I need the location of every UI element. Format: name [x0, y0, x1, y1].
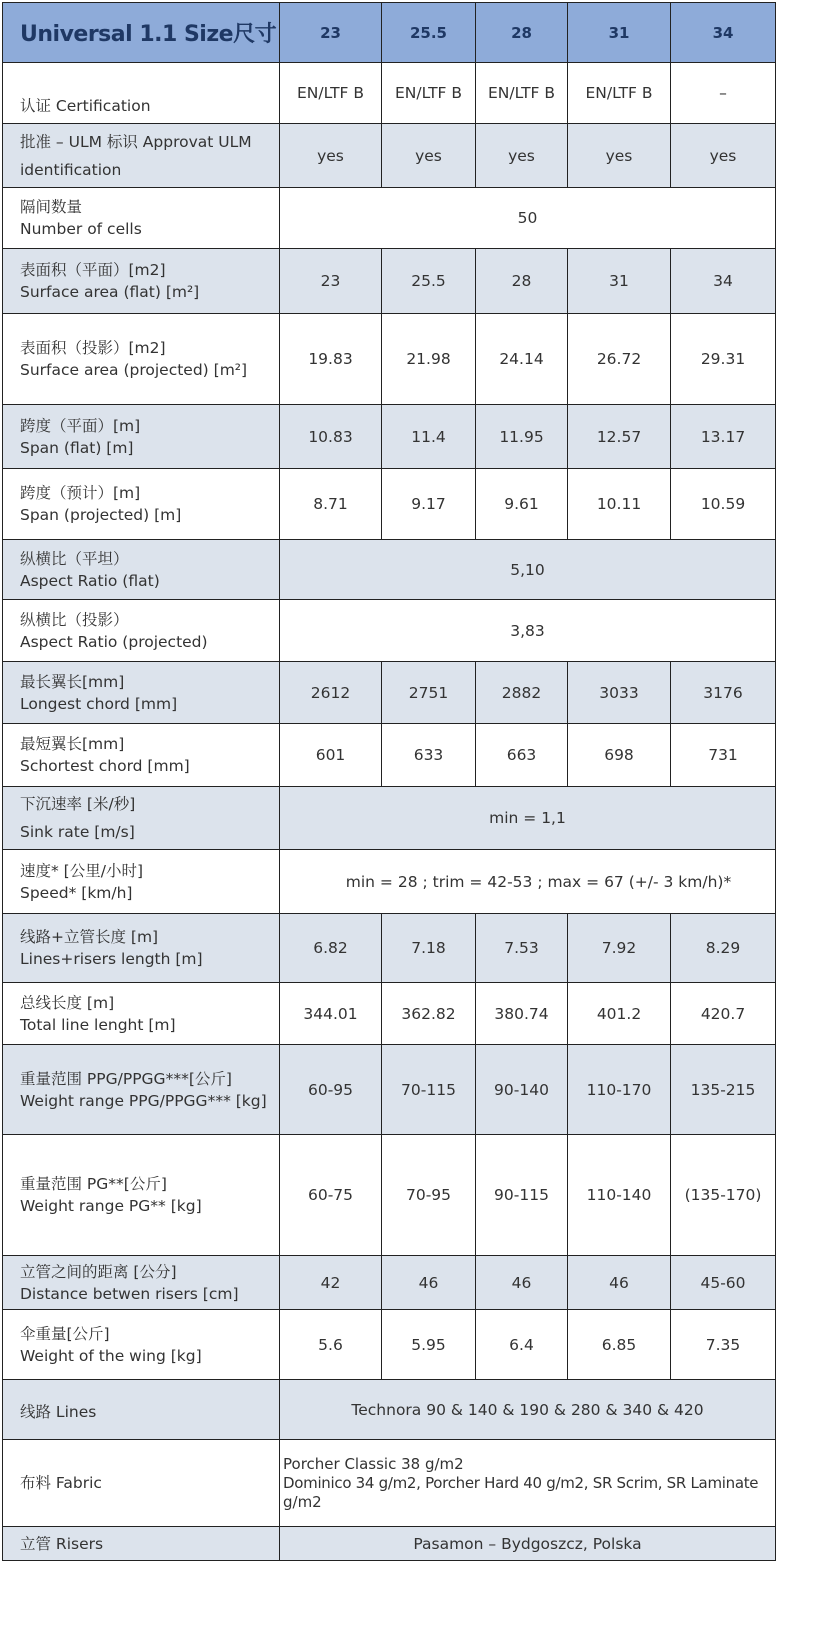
row-label-en: 立管 Risers: [20, 1534, 104, 1553]
table-row: [3, 1045, 776, 1135]
table-cell: EN/LTF B: [280, 63, 382, 124]
row-label-en: Lines+risers length [m]: [20, 950, 203, 968]
table-cell: EN/LTF B: [382, 63, 476, 124]
row-label-en: Sink rate [m/s]: [20, 823, 135, 841]
table-cell: 5,10: [280, 540, 776, 600]
table-row: [3, 1310, 776, 1380]
table-row: [3, 662, 776, 724]
table-row: [3, 405, 776, 469]
table-cell: 60-95: [280, 1045, 382, 1135]
table-cell: 31: [568, 249, 671, 314]
table-cell: EN/LTF B: [568, 63, 671, 124]
table-row: [3, 914, 776, 983]
row-label-cn: 总线长度 [m]: [20, 993, 115, 1012]
table-cell: 8.71: [280, 469, 382, 540]
table-cell: 3176: [671, 662, 776, 724]
table-cell: 5.6: [280, 1310, 382, 1380]
row-label: [3, 1380, 280, 1440]
row-label-cn: 批准 – ULM 标识 Approvat ULM: [20, 132, 252, 151]
table-cell: 50: [280, 188, 776, 249]
table-cell: EN/LTF B: [476, 63, 568, 124]
table-cell: 46: [568, 1256, 671, 1310]
table-cell: 11.4: [382, 405, 476, 469]
size-header: 28: [476, 3, 568, 63]
table-cell: 2751: [382, 662, 476, 724]
table-row: [3, 124, 776, 188]
table-cell: 401.2: [568, 983, 671, 1045]
row-label-en: Weight range PPG/PPGG*** [kg]: [20, 1091, 267, 1110]
row-label-en: Number of cells: [20, 220, 142, 238]
table-row: [3, 983, 776, 1045]
table-cell: 46: [382, 1256, 476, 1310]
table-cell: 2612: [280, 662, 382, 724]
row-label-en: identification: [20, 160, 122, 179]
table-cell: 135-215: [671, 1045, 776, 1135]
table-cell: 60-75: [280, 1135, 382, 1256]
table-cell: 9.61: [476, 469, 568, 540]
row-label: [3, 1440, 280, 1527]
row-label-en: Aspect Ratio (projected): [20, 632, 208, 651]
row-label-en: Surface area (flat) [m²]: [20, 283, 200, 301]
table-row: [3, 63, 776, 124]
row-label-en: Longest chord [mm]: [20, 694, 178, 713]
size-header: 25.5: [382, 3, 476, 63]
table-cell: 5.95: [382, 1310, 476, 1380]
table-row: [3, 724, 776, 787]
table-cell: 10.83: [280, 405, 382, 469]
table-cell: min = 1,1: [280, 787, 776, 850]
size-header: 34: [671, 3, 776, 63]
table-cell: 110-170: [568, 1045, 671, 1135]
table-cell: 70-95: [382, 1135, 476, 1256]
table-cell: 7.92: [568, 914, 671, 983]
table-cell: –: [671, 63, 776, 124]
row-label-cn: 表面积（投影）[m2]: [20, 339, 166, 357]
table-cell: yes: [568, 124, 671, 188]
table-cell: 46: [476, 1256, 568, 1310]
row-label: [3, 1527, 280, 1561]
row-label: [3, 850, 280, 914]
table-row: [3, 314, 776, 405]
table-cell: 24.14: [476, 314, 568, 405]
row-label-en: Total line lenght [m]: [20, 1015, 176, 1034]
table-row: [3, 1440, 776, 1527]
row-label-cn: 最短翼长[mm]: [20, 735, 125, 753]
specs-table: [2, 2, 776, 1561]
table-cell: 29.31: [671, 314, 776, 405]
table-cell: 380.74: [476, 983, 568, 1045]
table-cell: 6.4: [476, 1310, 568, 1380]
row-label-cn: 下沉速率 [米/秒]: [20, 795, 136, 813]
row-label-cn: 重量范围 PPG/PPGG***[公斤]: [20, 1069, 232, 1088]
table-cell: 90-115: [476, 1135, 568, 1256]
row-label: [3, 724, 280, 787]
row-label: [3, 600, 280, 662]
table-cell: 12.57: [568, 405, 671, 469]
table-row: [3, 600, 776, 662]
row-label-cn: 纵横比（投影）: [20, 610, 129, 629]
row-label-cn: 表面积（平面）[m2]: [20, 261, 166, 279]
table-cell: yes: [280, 124, 382, 188]
row-label-en: 布料 Fabric: [20, 1474, 102, 1492]
table-title: Universal 1.1 Size尺寸: [3, 3, 280, 63]
fabric-line: g/m2: [283, 1492, 322, 1511]
table-cell: 7.53: [476, 914, 568, 983]
row-label-cn: 伞重量[公斤]: [20, 1324, 110, 1343]
row-label: [3, 1256, 280, 1310]
row-label-en: Surface area (projected) [m²]: [20, 361, 248, 379]
size-header: 31: [568, 3, 671, 63]
table-cell: 25.5: [382, 249, 476, 314]
row-label: [3, 405, 280, 469]
table-cell: 344.01: [280, 983, 382, 1045]
table-cell: (135-170): [671, 1135, 776, 1256]
row-label-en: Span (projected) [m]: [20, 506, 182, 524]
row-label: [3, 662, 280, 724]
table-row: [3, 787, 776, 850]
table-cell: 45-60: [671, 1256, 776, 1310]
row-label: [3, 188, 280, 249]
table-cell: 90-140: [476, 1045, 568, 1135]
table-row: [3, 1527, 776, 1561]
table-cell: 633: [382, 724, 476, 787]
row-label-cn: 立管之间的距离 [公分]: [20, 1262, 177, 1281]
row-label-cn: 重量范围 PG**[公斤]: [20, 1175, 167, 1193]
table-row: [3, 1380, 776, 1440]
table-cell: 8.29: [671, 914, 776, 983]
row-label: [3, 63, 280, 124]
table-cell: 362.82: [382, 983, 476, 1045]
row-label-en: Aspect Ratio (flat): [20, 571, 160, 590]
table-row: [3, 1135, 776, 1256]
row-label: [3, 1135, 280, 1256]
table-cell: 9.17: [382, 469, 476, 540]
table-cell: 10.59: [671, 469, 776, 540]
table-cell: 42: [280, 1256, 382, 1310]
table-cell: 23: [280, 249, 382, 314]
row-label-en: Distance betwen risers [cm]: [20, 1284, 239, 1303]
row-label-cn: 线路+立管长度 [m]: [20, 928, 159, 946]
row-label-en: Weight range PG** [kg]: [20, 1197, 202, 1215]
table-cell: 110-140: [568, 1135, 671, 1256]
table-cell: 3,83: [280, 600, 776, 662]
table-cell: Technora 90 & 140 & 190 & 280 & 340 & 420: [280, 1380, 776, 1440]
row-label-cn: 隔间数量: [20, 198, 83, 216]
row-label: [3, 249, 280, 314]
row-label: [3, 787, 280, 850]
table-row: [3, 469, 776, 540]
table-cell: 2882: [476, 662, 568, 724]
header-row: [3, 3, 776, 63]
row-label-en: Weight of the wing [kg]: [20, 1346, 202, 1365]
table-cell: min = 28 ; trim = 42-53 ; max = 67 (+/- 3 km/h)*: [280, 850, 776, 914]
row-label: [3, 1045, 280, 1135]
table-cell: 13.17: [671, 405, 776, 469]
table-cell: 7.35: [671, 1310, 776, 1380]
table-cell: 698: [568, 724, 671, 787]
table-cell: 70-115: [382, 1045, 476, 1135]
table-cell: 34: [671, 249, 776, 314]
row-label-cn: 跨度（预计）[m]: [20, 484, 141, 502]
row-label: [3, 914, 280, 983]
size-header: 23: [280, 3, 382, 63]
row-label: [3, 540, 280, 600]
row-label-en: Speed* [km/h]: [20, 883, 133, 902]
fabric-line: Porcher Classic 38 g/m2: [283, 1454, 464, 1473]
row-label-en: 线路 Lines: [20, 1402, 97, 1421]
table-cell: 26.72: [568, 314, 671, 405]
table-cell: 10.11: [568, 469, 671, 540]
table-row: [3, 850, 776, 914]
row-label: [3, 983, 280, 1045]
row-label: [3, 469, 280, 540]
table-cell: Pasamon – Bydgoszcz, Polska: [280, 1527, 776, 1561]
row-label: [3, 1310, 280, 1380]
row-label-en: 认证 Certification: [20, 97, 151, 115]
row-label-cn: 速度* [公里/小时]: [20, 861, 143, 880]
table-cell: 731: [671, 724, 776, 787]
row-label-en: Schortest chord [mm]: [20, 757, 190, 775]
row-label: [3, 124, 280, 188]
row-label-cn: 跨度（平面）[m]: [20, 416, 141, 435]
table-cell: 19.83: [280, 314, 382, 405]
table-row: [3, 188, 776, 249]
table-cell: 11.95: [476, 405, 568, 469]
table-cell: 21.98: [382, 314, 476, 405]
table-cell: 7.18: [382, 914, 476, 983]
table-cell: 3033: [568, 662, 671, 724]
table-cell: 420.7: [671, 983, 776, 1045]
fabric-line: Dominico 34 g/m2, Porcher Hard 40 g/m2, SR Scrim, SR Laminate: [283, 1473, 759, 1492]
row-label: [3, 314, 280, 405]
table-cell: 663: [476, 724, 568, 787]
table-cell: 28: [476, 249, 568, 314]
table-row: [3, 249, 776, 314]
table-cell: yes: [671, 124, 776, 188]
row-label-cn: 纵横比（平坦）: [20, 549, 129, 568]
row-label-cn: 最长翼长[mm]: [20, 672, 125, 691]
table-cell: 601: [280, 724, 382, 787]
fabric-cell: [280, 1440, 776, 1527]
table-cell: 6.82: [280, 914, 382, 983]
table-cell: yes: [382, 124, 476, 188]
table-row: [3, 540, 776, 600]
table-cell: 6.85: [568, 1310, 671, 1380]
table-row: [3, 1256, 776, 1310]
row-label-en: Span (flat) [m]: [20, 438, 134, 457]
table-cell: yes: [476, 124, 568, 188]
